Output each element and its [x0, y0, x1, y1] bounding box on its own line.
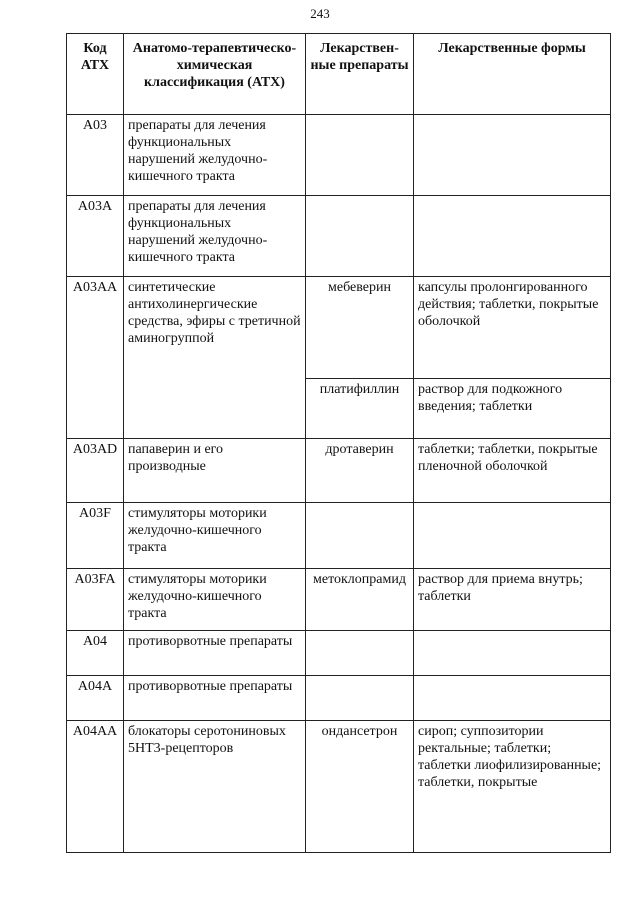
table-row — [67, 439, 611, 503]
cell-classification: препараты для лечения функциональных нарушений желудочно-кишечного тракта — [124, 115, 306, 196]
table-row — [67, 277, 611, 379]
cell-forms — [414, 503, 611, 569]
cell-code: A04 — [67, 631, 124, 676]
cell-code: A03AA — [67, 277, 124, 439]
table-row — [67, 721, 611, 853]
cell-forms: таблетки; таблетки, покрытые пленочной оболочкой — [414, 439, 611, 503]
table-row — [67, 196, 611, 277]
table-row — [67, 676, 611, 721]
cell-code: A04A — [67, 676, 124, 721]
header-forms: Лекарственные формы — [414, 34, 611, 115]
cell-classification: препараты для лечения функциональных нарушений желудочно-кишечного тракта — [124, 196, 306, 277]
cell-forms — [414, 631, 611, 676]
cell-drug — [306, 676, 414, 721]
cell-forms: капсулы пролонгированного действия; таблетки, покрытые оболочкой — [414, 277, 611, 379]
cell-code: A03AD — [67, 439, 124, 503]
cell-drug — [306, 631, 414, 676]
table-row — [67, 631, 611, 676]
cell-drug — [306, 115, 414, 196]
cell-drug — [306, 196, 414, 277]
cell-forms — [414, 196, 611, 277]
cell-drug — [306, 503, 414, 569]
page-number: 243 — [310, 6, 330, 21]
cell-classification: противорвотные препараты — [124, 676, 306, 721]
cell-classification: противорвотные препараты — [124, 631, 306, 676]
cell-forms — [414, 676, 611, 721]
cell-classification: стимуляторы моторики желудочно-кишечного тракта — [124, 503, 306, 569]
cell-code: A04AA — [67, 721, 124, 853]
cell-drug: дротаверин — [306, 439, 414, 503]
cell-drug: мебеверин — [306, 277, 414, 379]
cell-forms: сироп; суппозитории ректальные; таблетки; таблетки лиофилизированные; таблетки, покрытые — [414, 721, 611, 853]
cell-forms: раствор для подкожного введения; таблетки — [414, 379, 611, 439]
cell-code: A03FA — [67, 569, 124, 631]
cell-code: A03A — [67, 196, 124, 277]
cell-classification: папаверин и его производные — [124, 439, 306, 503]
cell-forms: раствор для приема внутрь; таблетки — [414, 569, 611, 631]
table-row — [67, 115, 611, 196]
cell-classification: стимуляторы моторики желудочно-кишечного тракта — [124, 569, 306, 631]
table-row — [67, 503, 611, 569]
cell-classification: синтетические антихолинергические средства, эфиры с третичной аминогруппой — [124, 277, 306, 439]
cell-drug: ондансетрон — [306, 721, 414, 853]
header-code: Код АТХ — [67, 34, 124, 115]
cell-code: A03F — [67, 503, 124, 569]
cell-classification: блокаторы серотониновых 5HT3-рецепторов — [124, 721, 306, 853]
cell-drug: метоклопрамид — [306, 569, 414, 631]
cell-code: A03 — [67, 115, 124, 196]
header-classification: Анатомо-терапевтическо-химическая классификация (АТХ) — [124, 34, 306, 115]
atx-table — [66, 33, 611, 853]
cell-drug: платифиллин — [306, 379, 414, 439]
header-drugs: Лекарствен-ные препараты — [306, 34, 414, 115]
table-row — [67, 569, 611, 631]
cell-forms — [414, 115, 611, 196]
table-header-row — [67, 34, 611, 115]
